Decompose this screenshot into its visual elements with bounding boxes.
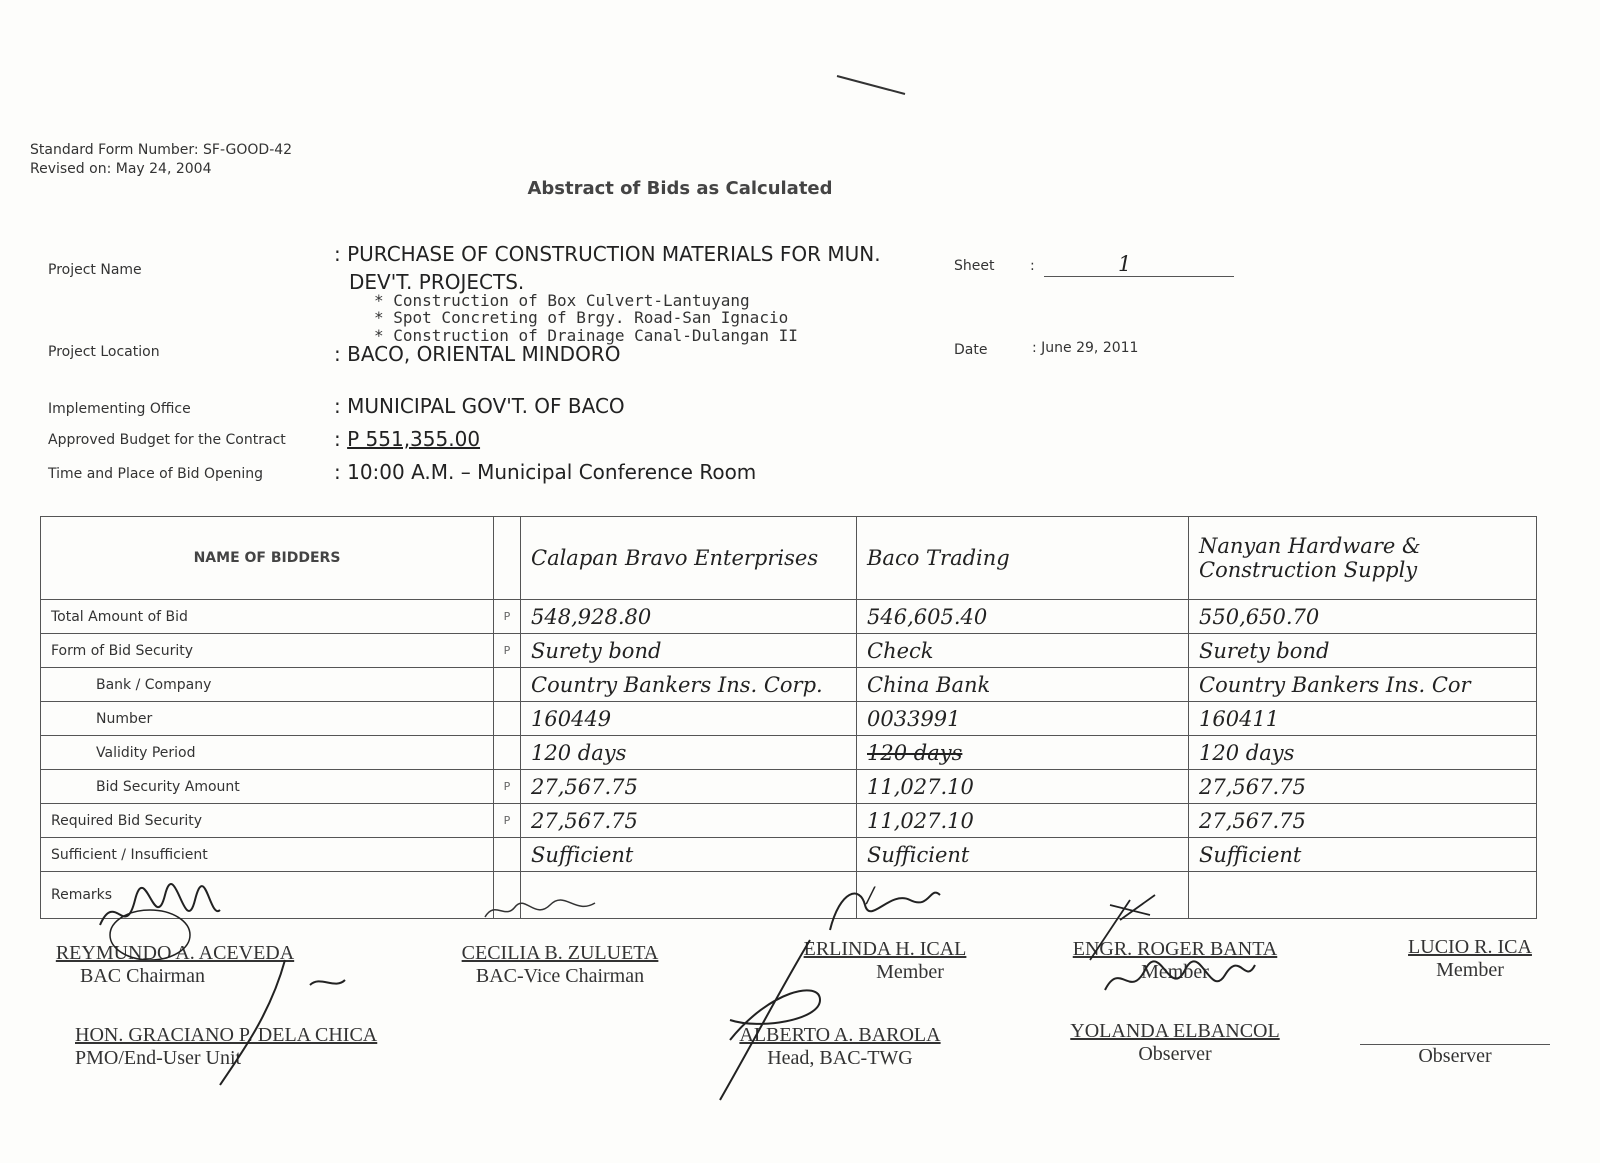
signature-barola-icon xyxy=(700,930,850,1110)
cell-value: 120 days xyxy=(857,736,1189,770)
cell-value: 27,567.75 xyxy=(521,804,857,838)
table-row xyxy=(41,872,1537,919)
project-name-label: Project Name xyxy=(48,262,142,278)
time-place-label: Time and Place of Bid Opening xyxy=(48,466,263,482)
sheet-separator: : xyxy=(1030,258,1035,274)
sheet-value: 1 xyxy=(1118,252,1132,276)
cell-value: Country Bankers Ins. Corp. xyxy=(521,668,857,702)
budget-label: Approved Budget for the Contract xyxy=(48,432,286,448)
table-row xyxy=(41,600,1537,634)
signature-elbancol-icon xyxy=(1100,955,1260,1015)
signature-aceveda-icon xyxy=(95,880,225,960)
sub-item-3: * Construction of Drainage Canal-Dulangan II xyxy=(374,326,798,345)
row-label: Required Bid Security xyxy=(41,804,494,838)
row-label: Form of Bid Security xyxy=(41,634,494,668)
cell-value: 11,027.10 xyxy=(857,804,1189,838)
cell-value: China Bank xyxy=(857,668,1189,702)
p-cell xyxy=(494,702,521,736)
cell-value: 550,650.70 xyxy=(1189,600,1537,634)
signatory-pmo: HON. GRACIANO P. DELA CHICA PMO/End-User Unit xyxy=(75,1024,378,1069)
signatory-twg-head: ALBERTO A. BAROLA Head, BAC-TWG xyxy=(739,1024,941,1069)
cell-value: 548,928.80 xyxy=(521,600,857,634)
signatory-observer-blank: Observer xyxy=(1360,1022,1550,1068)
signatory-vice-chairman: CECILIA B. ZULUETA BAC-Vice Chairman xyxy=(461,942,659,987)
row-label: Validity Period xyxy=(41,736,494,770)
table-row xyxy=(41,736,1537,770)
table-row xyxy=(41,702,1537,736)
row-label: Number xyxy=(41,702,494,736)
cell-value: 27,567.75 xyxy=(521,770,857,804)
form-number: Standard Form Number: SF-GOOD-42 xyxy=(30,142,293,158)
cell-value: 160449 xyxy=(521,702,857,736)
cell-value: Surety bond xyxy=(521,634,857,668)
table-header-row xyxy=(41,517,1537,600)
cell-value xyxy=(1189,872,1537,919)
p-cell: P xyxy=(494,600,521,634)
cell-value: Sufficient xyxy=(857,838,1189,872)
table-row xyxy=(41,770,1537,804)
signatory-observer-elbancol: YOLANDA ELBANCOL Observer xyxy=(1070,1020,1280,1065)
bidder-name: Nanyan Hardware & Construction Supply xyxy=(1189,517,1537,600)
implementing-office-value: : MUNICIPAL GOV'T. OF BACO xyxy=(334,394,625,418)
cell-value: / xyxy=(857,872,1189,919)
page-title: Abstract of Bids as Calculated xyxy=(527,178,833,199)
p-cell: P xyxy=(494,770,521,804)
signatory-chairman: REYMUNDO A. ACEVEDA BAC Chairman xyxy=(55,942,295,987)
bidder-name: Calapan Bravo Enterprises xyxy=(521,517,857,600)
row-label: Bank / Company xyxy=(41,668,494,702)
cell-value: Sufficient xyxy=(521,838,857,872)
bidders-header: NAME OF BIDDERS xyxy=(41,517,494,600)
p-cell xyxy=(494,736,521,770)
cell-value: Check xyxy=(857,634,1189,668)
cell-value: 11,027.10 xyxy=(857,770,1189,804)
sheet-label: Sheet xyxy=(954,258,995,274)
cell-value: Country Bankers Ins. Cor xyxy=(1189,668,1537,702)
time-place-value: : 10:00 A.M. – Municipal Conference Room xyxy=(334,460,757,484)
cell-value: 546,605.40 xyxy=(857,600,1189,634)
row-label: Sufficient / Insufficient xyxy=(41,838,494,872)
p-cell xyxy=(494,668,521,702)
budget-value: : P 551,355.00 xyxy=(334,427,481,451)
project-name-value: : PURCHASE OF CONSTRUCTION MATERIALS FOR MUN. xyxy=(334,242,881,266)
sheet-underline xyxy=(1044,276,1234,277)
sub-item-2: * Spot Concreting of Brgy. Road-San Ignacio xyxy=(374,308,789,327)
table-row xyxy=(41,668,1537,702)
row-label: Total Amount of Bid xyxy=(41,600,494,634)
signature-zulueta-icon xyxy=(480,895,600,925)
implementing-office-label: Implementing Office xyxy=(48,401,191,417)
table-row xyxy=(41,634,1537,668)
table-row xyxy=(41,804,1537,838)
signature-dela-chica-icon xyxy=(200,955,350,1095)
date-label: Date xyxy=(954,342,988,358)
signatory-member-banta: ENGR. ROGER BANTA Member xyxy=(1072,938,1278,983)
p-cell: P xyxy=(494,804,521,838)
bidder-name: Baco Trading xyxy=(857,517,1189,600)
row-label: Bid Security Amount xyxy=(41,770,494,804)
project-location-value: : BACO, ORIENTAL MINDORO xyxy=(334,342,621,366)
cell-value: 27,567.75 xyxy=(1189,770,1537,804)
cell-value: Sufficient xyxy=(1189,838,1537,872)
signatory-member-ica: LUCIO R. ICA Member xyxy=(1408,936,1532,981)
cell-value: 160411 xyxy=(1189,702,1537,736)
project-location-label: Project Location xyxy=(48,344,160,360)
sub-item-1: * Construction of Box Culvert-Lantuyang xyxy=(374,291,750,310)
p-cell: P xyxy=(494,634,521,668)
row-label: Remarks xyxy=(41,872,494,919)
p-cell xyxy=(494,838,521,872)
signatory-member-ical: ERLINDA H. ICAL Member xyxy=(803,938,967,983)
project-name-value-2: DEV'T. PROJECTS. xyxy=(349,270,525,294)
cell-value: 0033991 xyxy=(857,702,1189,736)
cell-value: 27,567.75 xyxy=(1189,804,1537,838)
cell-value: 120 days xyxy=(521,736,857,770)
revised-date: Revised on: May 24, 2004 xyxy=(30,161,212,177)
table-row xyxy=(41,838,1537,872)
cell-value: 120 days xyxy=(1189,736,1537,770)
date-value: : June 29, 2011 xyxy=(1032,340,1139,356)
pen-mark-icon xyxy=(835,70,915,100)
bids-table xyxy=(40,516,1537,919)
cell-value: Surety bond xyxy=(1189,634,1537,668)
p-cell xyxy=(494,517,521,600)
